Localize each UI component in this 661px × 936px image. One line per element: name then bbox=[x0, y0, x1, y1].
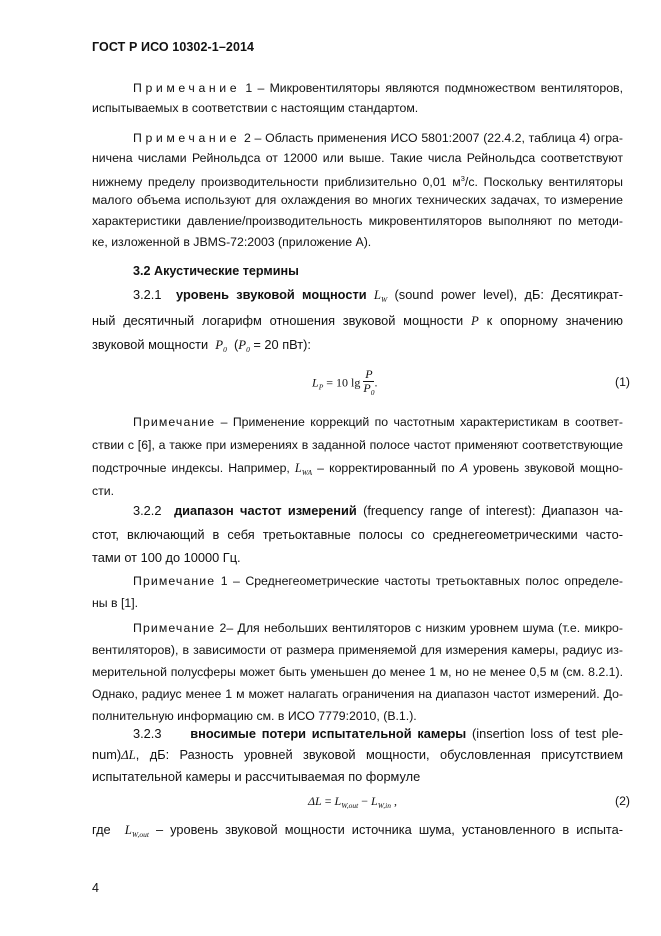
term-number: 3.2.1 bbox=[133, 287, 162, 302]
subscript: W bbox=[381, 295, 388, 304]
term-323-line2-a: num) bbox=[92, 747, 122, 762]
term-title: вносимые потери испытательной камеры bbox=[190, 726, 467, 741]
symbol-letter: L bbox=[371, 794, 378, 808]
note322a-line1 bbox=[133, 574, 623, 588]
note322b-line1 bbox=[133, 621, 623, 635]
term-323-line4-b: – уровень звуковой мощности источника шума, установленного в испыта- bbox=[155, 822, 623, 837]
formula-eq: = 10 lg bbox=[326, 375, 361, 390]
term-323-rest: (insertion loss of test ple- bbox=[471, 726, 624, 741]
subscript: W,out bbox=[131, 830, 149, 839]
paren: ( bbox=[233, 337, 239, 352]
note1-line1 bbox=[133, 81, 623, 95]
symbol-letter: P bbox=[363, 381, 371, 395]
symbol bbox=[238, 338, 250, 352]
note322b-text: 2– Для небольших вентиляторов с низким уровнем шума (т.е. микро- bbox=[219, 621, 623, 635]
formula-1 bbox=[312, 368, 377, 399]
symbol bbox=[295, 461, 312, 475]
section-title: 3.2 Акустические термины bbox=[133, 264, 299, 278]
term-321-rest: (sound power level), дБ: Десятикрат- bbox=[394, 287, 623, 302]
fraction-denominator bbox=[363, 382, 374, 399]
term-323-line4-a: где bbox=[92, 822, 111, 837]
term-322-rest: (frequency range of interest): Диапазон ча- bbox=[363, 503, 623, 518]
symbol-letter: L bbox=[124, 823, 132, 837]
subscript: WA bbox=[301, 468, 313, 477]
formula-tail: . bbox=[374, 375, 378, 390]
note2-line1 bbox=[133, 131, 623, 145]
note321-line1 bbox=[133, 415, 623, 429]
note322a-text: 1 – Среднегеометрические частоты третьоктавных полос определе- bbox=[220, 574, 624, 588]
note322b-line5: полнительную информацию см. в ИСО 7779:2010, (В.1.). bbox=[92, 709, 417, 723]
term-323-line4 bbox=[92, 823, 623, 842]
term-323-line2-b: , дБ: Разность уровней звуковой мощности, обусловленная присутствием bbox=[135, 747, 623, 762]
formula-lhs: L bbox=[312, 375, 319, 390]
note2-line2: ничена числами Рейнольдса от 12000 или выше. Такие числа Рейнольдса соответствуют bbox=[92, 151, 623, 165]
note2-line6: ке, изложенной в JBMS-72:2003 (приложение А). bbox=[92, 235, 372, 249]
note2-line3-b: /с. Поскольку вентиляторы bbox=[464, 175, 623, 189]
note321-line2: ствии с [6], а также при измерениях в заданной полосе частот применяют соответствующие bbox=[92, 438, 623, 452]
formula-tail: , bbox=[393, 794, 397, 808]
note322a-line2: ны в [1]. bbox=[92, 596, 139, 610]
note2-line5: характеристики давление/производительность микровентиляторов выполняют по методи- bbox=[92, 214, 623, 228]
italic-letter: А bbox=[459, 461, 469, 475]
note2-text: 2 – Область применения ИСО 5801:2007 (22.4.2, таблица 4) огра- bbox=[243, 131, 623, 145]
term-title: уровень звуковой мощности bbox=[176, 287, 367, 302]
note321-line3-b: – корректированный по bbox=[317, 461, 455, 475]
subscript: W,in bbox=[377, 801, 391, 810]
note322b-line3: мерительной полусферы может быть уменьшен до менее 1 м, но не менее 0,5 м (см. 8.2.1). bbox=[92, 665, 623, 679]
term-322-line2: стот, включающий в себя третьоктавные полосы со среднегеометрическими часто- bbox=[92, 527, 623, 542]
subscript: P bbox=[318, 382, 324, 392]
symbol-letter: L bbox=[294, 461, 302, 475]
symbol-letter: P bbox=[238, 338, 247, 352]
note-label: Примечание bbox=[133, 621, 216, 635]
subscript: W,out bbox=[341, 801, 359, 810]
note322b-line2: вентиляторов), в зависимости от размера применяемой для измерения камеры, радиус из- bbox=[92, 643, 623, 657]
note2-line3-a: нижнему пределу производительности приблизительно 0,01 м bbox=[92, 175, 461, 189]
fraction-numerator: P bbox=[365, 367, 373, 381]
formula-2-number: (2) bbox=[614, 794, 630, 808]
term-321-line2-b: к опорному значению bbox=[486, 313, 623, 328]
note1-text: 1 – Микровентиляторы являются подмножеством вентиляторов, bbox=[245, 81, 623, 95]
symbol bbox=[374, 288, 387, 302]
formula-minus: − bbox=[361, 794, 368, 808]
formula-1-number: (1) bbox=[614, 375, 630, 389]
note-label: Примечание bbox=[133, 81, 241, 95]
term-321-line2 bbox=[92, 314, 623, 328]
symbol-letter: L bbox=[373, 288, 381, 302]
formula-2 bbox=[308, 794, 397, 810]
term-322-line3: тами от 100 до 10000 Гц. bbox=[92, 550, 241, 565]
term-323-line1 bbox=[133, 727, 623, 741]
note321-line4: сти. bbox=[92, 484, 115, 498]
formula-lhs: ΔL bbox=[308, 794, 322, 808]
term-323-line2 bbox=[92, 748, 623, 762]
superscript: 3 bbox=[460, 174, 465, 183]
term-321-line1 bbox=[133, 288, 623, 307]
term-number: 3.2.3 bbox=[133, 726, 162, 741]
subscript: 0 bbox=[370, 388, 375, 397]
symbol bbox=[215, 338, 227, 352]
note2-line4: малого объема используют для охлаждения во многих технических задачах, то измерение bbox=[92, 193, 623, 207]
note2-line3 bbox=[92, 172, 623, 189]
symbol bbox=[125, 823, 149, 837]
note321-line3-c: уровень звуковой мощно- bbox=[473, 461, 623, 475]
fraction bbox=[363, 368, 374, 399]
note322b-line4: Однако, радиус менее 1 м может налагать ограничения на диапазон частот измерений. До- bbox=[92, 687, 623, 701]
term-title: диапазон частот измерений bbox=[174, 503, 357, 518]
term-321-line3-c: = 20 пВт): bbox=[253, 337, 311, 352]
term-323-line3: испытательной камеры и рассчитываемая по формуле bbox=[92, 769, 421, 784]
note1-line2: испытываемых в соответствии с настоящим стандартом. bbox=[92, 101, 419, 115]
formula-eq: = bbox=[324, 794, 332, 808]
symbol: P bbox=[471, 314, 479, 328]
term-321-line2-a: ный десятичный логарифм отношения звуковой мощности bbox=[92, 313, 464, 328]
term-number: 3.2.2 bbox=[133, 503, 162, 518]
note321-line3-a: подстрочные индексы. Например, bbox=[92, 461, 290, 475]
note-label: Примечание bbox=[133, 131, 241, 145]
note-label: Примечание bbox=[133, 415, 216, 429]
term-321-line3 bbox=[92, 338, 623, 357]
symbol: ΔL bbox=[121, 748, 136, 762]
note321-text: – Применение коррекций по частотным характеристикам в соответ- bbox=[220, 415, 623, 429]
term-322-line1 bbox=[133, 504, 623, 518]
symbol-letter: P bbox=[215, 338, 224, 352]
symbol-letter: L bbox=[334, 794, 342, 808]
note321-line3 bbox=[92, 461, 623, 480]
note-label: Примечание bbox=[133, 574, 216, 588]
page-number: 4 bbox=[92, 881, 99, 895]
subscript: 0 bbox=[223, 345, 227, 354]
term-321-line3-a: звуковой мощности bbox=[92, 337, 209, 352]
subscript: 0 bbox=[246, 345, 250, 354]
page-header-title: ГОСТ Р ИСО 10302-1–2014 bbox=[92, 40, 255, 54]
